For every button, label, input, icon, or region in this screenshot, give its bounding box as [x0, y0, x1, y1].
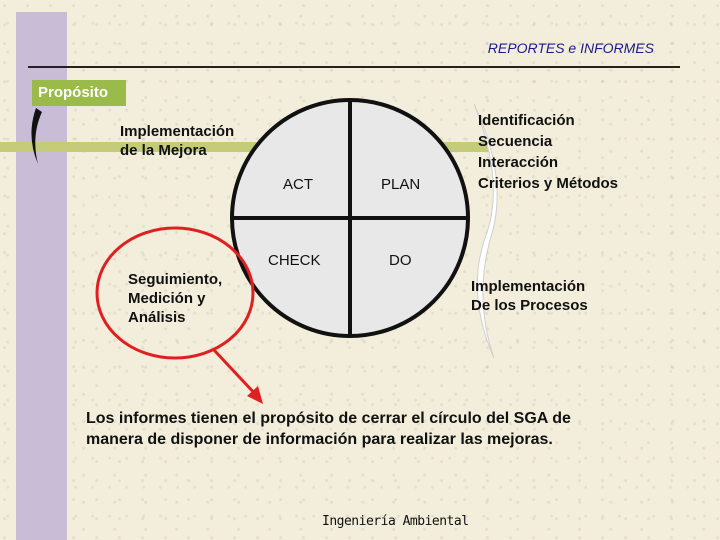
conclusion-line: Los informes tienen el propósito de cerrar el círculo del SGA de [86, 410, 571, 427]
note-line: Criterios y Métodos [478, 175, 619, 192]
note-line: Identificación [478, 112, 575, 129]
note-line: Análisis [128, 309, 186, 326]
note-seguimiento [128, 270, 222, 327]
note-identificacion [478, 110, 618, 194]
note-implementacion-mejora [120, 122, 234, 160]
cycle-plan-label: PLAN [381, 176, 421, 193]
note-line: Seguimiento, [128, 271, 223, 288]
cycle-do-label: DO [389, 252, 412, 269]
highlight-arrow-line [214, 350, 257, 396]
note-line: Medición y [128, 290, 206, 307]
cycle-act-label: ACT [283, 176, 313, 193]
conclusion-text [86, 408, 686, 450]
note-line: Implementación [471, 278, 586, 295]
note-line: De los Procesos [471, 297, 588, 314]
footer-text: Ingeniería Ambiental [322, 514, 469, 529]
cycle-check-label: CHECK [268, 252, 321, 269]
note-line: de la Mejora [120, 142, 207, 159]
left-bracket-icon [31, 108, 42, 164]
note-implementacion-procesos [471, 277, 588, 315]
note-line: Secuencia [478, 133, 553, 150]
section-tag: Propósito [32, 80, 126, 106]
note-line: Implementación [120, 123, 235, 140]
note-line: Interacción [478, 154, 559, 171]
conclusion-line: manera de disponer de información para realizar las mejoras. [86, 431, 553, 448]
slide-title: REPORTES e INFORMES [487, 40, 654, 56]
